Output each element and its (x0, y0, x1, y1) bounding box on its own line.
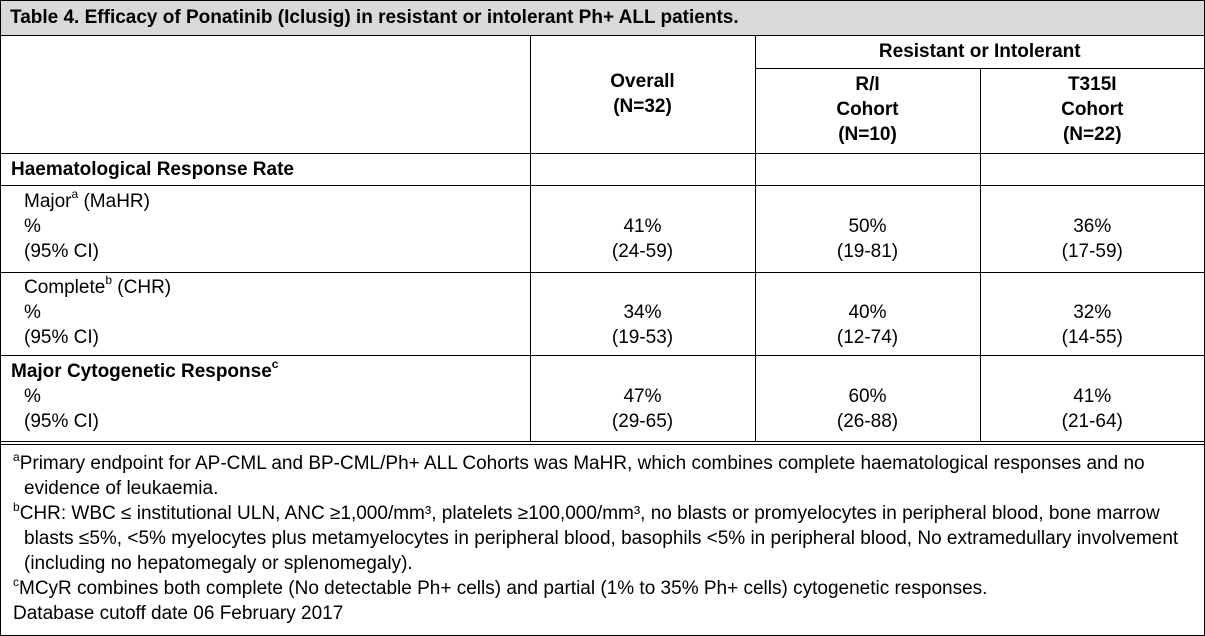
database-cutoff-note: Database cutoff date 06 February 2017 (13, 603, 344, 624)
header-ri-line3: (N=10) (838, 123, 897, 145)
mahr-overall-pct: 41% (623, 215, 662, 237)
mahr-t315-ci: (17-59) (1061, 240, 1123, 262)
mcyr-overall-pct: 47% (623, 385, 662, 407)
header-ri-cohort (755, 68, 980, 153)
chr-ri-ci: (12-74) (836, 326, 899, 348)
header-group-resistant-intolerant: Resistant or Intolerant (755, 36, 1204, 68)
table-title: Table 4. Efficacy of Ponatinib (Iclusig) in resistant or intolerant Ph+ ALL patients. (10, 7, 739, 28)
chr-label-main: Complete (24, 276, 106, 298)
chr-label-footnote-marker: b (105, 273, 113, 288)
chr-t315 (980, 272, 1204, 355)
section-row-haematological (1, 153, 1204, 185)
mahr-sub-percent: % (24, 215, 41, 237)
header-overall-line1: Overall (610, 71, 675, 93)
mcyr-ri (755, 355, 980, 441)
mcyr-t315-ci: (21-64) (1061, 410, 1123, 432)
footnote-a-marker: a (13, 449, 20, 464)
chr-overall (530, 272, 755, 355)
mcyr-sub-percent: % (24, 385, 41, 407)
mcyr-t315-pct: 41% (1073, 385, 1112, 407)
chr-ri-pct: 40% (848, 301, 887, 323)
header-t315i-cohort (980, 68, 1204, 153)
mcyr-label-main: Major Cytogenetic Response (11, 360, 272, 382)
chr-overall-pct: 34% (623, 301, 662, 323)
mahr-label-main: Major (24, 190, 72, 212)
mcyr-ri-pct: 60% (848, 385, 887, 407)
empty-cell (755, 153, 980, 185)
footnote-c (13, 576, 1199, 601)
chr-overall-ci: (19-53) (611, 326, 674, 348)
footnote-b (13, 501, 1199, 576)
row-major-mahr (1, 185, 1204, 272)
footnote-a-text: Primary endpoint for AP-CML and BP-CML/Ph+ ALL Cohorts was MaHR, which combines complete haematological responses and no evidence of leukaemia. (19, 453, 1145, 499)
footnote-b-text: CHR: WBC ≤ institutional ULN, ANC ≥1,000/mm³, platelets ≥100,000/mm³, no blasts or promyelocytes in peripheral blood, bone marrow blasts ≤5%, <5% myelocytes plus metamyelocytes in peripheral blood, basophils <5% in peripheral blood, No extramedullary involvement (including no hepatomegaly or splenomegaly). (19, 503, 1179, 574)
chr-sub-ci: (95% CI) (24, 326, 99, 348)
chr-t315-ci: (14-55) (1061, 326, 1123, 348)
empty-cell (530, 153, 755, 185)
row-complete-chr (1, 272, 1204, 355)
chr-label-rest: (CHR) (112, 276, 172, 298)
footnote-a (13, 451, 1199, 501)
chr-t315-pct: 32% (1073, 301, 1112, 323)
footnote-b-marker: b (13, 499, 20, 514)
mahr-ri-ci: (19-81) (836, 240, 899, 262)
mcyr-sub-ci: (95% CI) (24, 410, 99, 432)
row-label-mahr (1, 185, 530, 272)
footnote-c-marker: c (13, 574, 19, 589)
header-t315-line2: Cohort (1061, 98, 1124, 120)
empty-cell (980, 153, 1204, 185)
header-t315-line3: (N=22) (1062, 123, 1122, 145)
mahr-ri (755, 185, 980, 272)
header-ri-line1: R/I (855, 73, 880, 95)
mahr-overall (530, 185, 755, 272)
row-major-cytogenetic (1, 355, 1204, 441)
header-overall-line2: (N=32) (613, 96, 672, 118)
mahr-label-footnote-marker: a (71, 187, 79, 202)
section-label-haematological: Haematological Response Rate (1, 153, 530, 185)
mahr-label-rest: (MaHR) (78, 190, 150, 212)
mcyr-ri-ci: (26-88) (836, 410, 899, 432)
header-row-group (1, 36, 1204, 68)
mcyr-overall (530, 355, 755, 441)
efficacy-table (1, 36, 1204, 442)
mahr-sub-ci: (95% CI) (24, 240, 99, 262)
mahr-overall-ci: (24-59) (611, 240, 674, 262)
footnote-c-text: MCyR combines both complete (No detectable Ph+ cells) and partial (1% to 35% Ph+ cells) cytogenetic responses. (19, 578, 988, 599)
mahr-t315-pct: 36% (1073, 215, 1112, 237)
row-label-mcyr (1, 355, 530, 441)
mahr-t315 (980, 185, 1204, 272)
table-title-bar (1, 1, 1204, 36)
header-ri-line2: Cohort (836, 98, 899, 120)
mcyr-label-footnote-marker: c (271, 357, 279, 372)
mahr-ri-pct: 50% (848, 215, 887, 237)
mcyr-overall-ci: (29-65) (611, 410, 674, 432)
chr-sub-percent: % (24, 301, 41, 323)
chr-ri (755, 272, 980, 355)
header-overall (530, 36, 755, 153)
row-label-chr (1, 272, 530, 355)
header-t315-line1: T315I (1067, 73, 1117, 95)
mcyr-t315 (980, 355, 1204, 441)
footnotes-block (1, 444, 1204, 636)
header-empty-cell (1, 36, 530, 153)
